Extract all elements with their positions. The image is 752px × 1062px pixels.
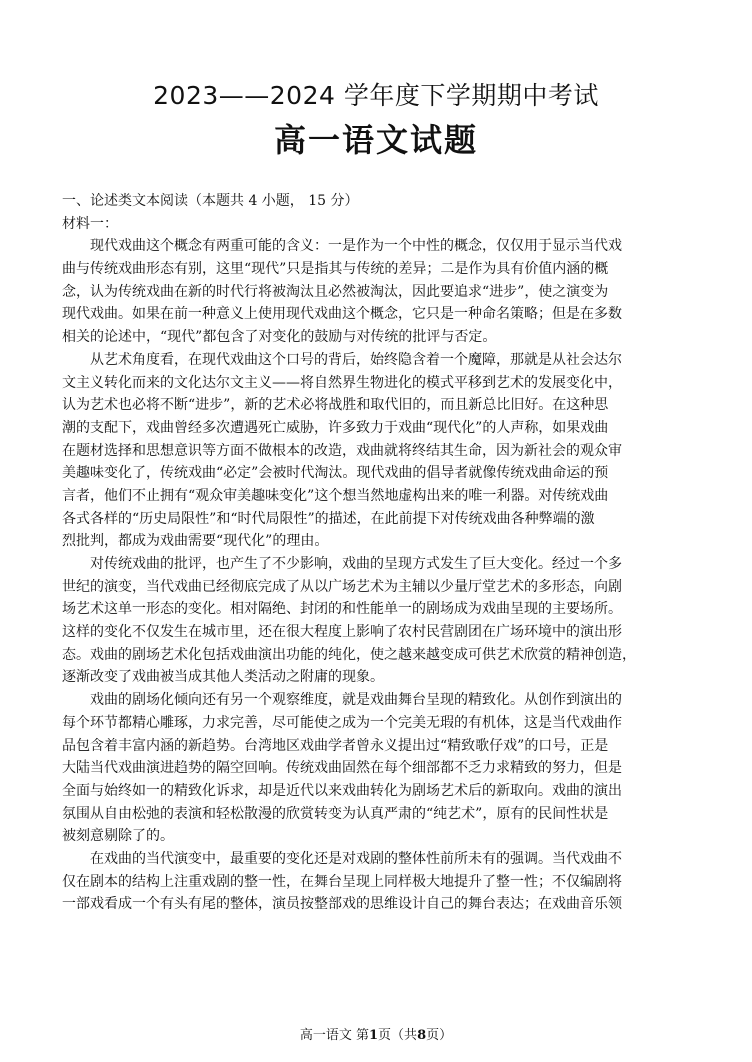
text-line: 对传统戏曲的批评，也产生了不少影响，戏曲的呈现方式发生了巨大变化。经过一个多 bbox=[90, 556, 622, 572]
text-line: 念，认为传统戏曲在新的时代行将被淘汰且必然被淘汰，因此要追求“进步”，使之演变为 bbox=[62, 283, 609, 300]
exam-title: 2023——2024 学年度下学期期中考试 bbox=[153, 81, 599, 110]
text-line: 被刻意剔除了的。 bbox=[62, 828, 174, 845]
text-line: 相关的论述中，“现代”都包含了对变化的鼓励与对传统的批评与否定。 bbox=[62, 329, 497, 346]
text-line: 全面与始终如一的精致化诉求，却是近代以来戏曲转化为剧场艺术后的新取向。戏曲的演出 bbox=[62, 782, 622, 799]
text-line: 从艺术角度看，在现代戏曲这个口号的背后，始终隐含着一个魔障，那就是从社会达尔 bbox=[90, 351, 622, 368]
text-line: 各式各样的“历史局限性”和“时代局限性”的描述，在此前提下对传统戏曲各种弊端的激 bbox=[62, 510, 595, 527]
text-line: 场艺术这单一形态的变化。相对隔绝、封闭的和性能单一的剧场成为戏曲呈现的主要场所。 bbox=[62, 601, 622, 618]
footer-total-pages: 8 bbox=[417, 1028, 427, 1043]
text-line: 在戏曲的当代演变中，最重要的变化还是对戏剧的整体性前所未有的强调。当代戏曲不 bbox=[90, 850, 622, 867]
text-line: 大陆当代戏曲演进趋势的隔空回响。传统戏曲固然在每个细部都不乏力求精致的努力，但是 bbox=[62, 760, 622, 777]
text-line: 美趣味变化了，传统戏曲“必定”会被时代淘汰。现代戏曲的倡导者就像传统戏曲命运的预 bbox=[62, 465, 609, 482]
text-line: 态。戏曲的剧场艺术化包括戏曲演出功能的纯化，使之越来越变成可供艺术欣赏的精神创造， bbox=[62, 646, 636, 663]
text-line: 仅在剧本的结构上注重戏剧的整一性，在舞台呈现上同样极大地提升了整一性；不仅编剧将 bbox=[62, 873, 622, 890]
paper-title: 高一语文试题 bbox=[273, 121, 478, 159]
text-line: 认为艺术也必将不断“进步”，新的艺术必将战胜和取代旧的，而且新总比旧好。在这种思 bbox=[62, 397, 609, 414]
text-line: 烈批判，都成为戏曲需要“现代化”的理由。 bbox=[62, 533, 329, 550]
reading-section bbox=[62, 190, 692, 916]
footer-suffix: 页） bbox=[426, 1028, 453, 1043]
footer-prefix: 高一语文 第 bbox=[299, 1028, 369, 1043]
text-line: 现代戏曲这个概念有两重可能的含义：一是作为一个中性的概念，仅仅用于显示当代戏 bbox=[90, 238, 622, 255]
material-label: 材料一： bbox=[62, 215, 118, 232]
text-line: 逐渐改变了戏曲被当成其他人类活动之附庸的现象。 bbox=[62, 669, 384, 686]
text-line: 言者，他们不止拥有“观众审美趣味变化”这个想当然地虚构出来的唯一利器。对传统戏曲 bbox=[62, 487, 609, 504]
text-line: 这样的变化不仅发生在城市里，还在很大程度上影响了农村民营剧团在广场环境中的演出形 bbox=[62, 624, 622, 641]
page-footer bbox=[0, 1027, 752, 1045]
text-line: 品包含着丰富内涵的新趋势。台湾地区戏曲学者曾永义提出过“精致歌仔戏”的口号，正是 bbox=[62, 737, 609, 754]
text-line: 戏曲的剧场化倾向还有另一个观察维度，就是戏曲舞台呈现的精致化。从创作到演出的 bbox=[90, 692, 622, 709]
text-line: 一部戏看成一个有头有尾的整体，演员按整部戏的思维设计自己的舞台表达；在戏曲音乐领 bbox=[62, 896, 622, 913]
text-line: 世纪的演变，当代戏曲已经彻底完成了从以广场艺术为主辅以少量厅堂艺术的多形态，向剧 bbox=[62, 578, 622, 595]
text-line: 潮的支配下，戏曲曾经多次遭遇死亡威胁，许多致力于戏曲“现代化”的人声称，如果戏曲 bbox=[62, 419, 609, 436]
text-line: 文主义转化而来的文化达尔文主义——将自然界生物进化的模式平移到艺术的发展变化中， bbox=[62, 374, 622, 391]
footer-page-number: 1 bbox=[369, 1028, 379, 1043]
section-heading: 一、论述类文本阅读（本题共 4 小题， 15 分） bbox=[62, 193, 359, 209]
text-line: 现代戏曲。如果在前一种意义上使用现代戏曲这个概念，它只是一种命名策略；但是在多数 bbox=[62, 306, 622, 323]
text-line: 每个环节都精心雕琢，力求完善，尽可能使之成为一个完美无瑕的有机体，这是当代戏曲作 bbox=[62, 714, 622, 731]
text-line: 曲与传统戏曲形态有别，这里“现代”只是指其与传统的差异；二是作为具有价值内涵的概 bbox=[62, 261, 609, 278]
text-line: 氛围从自由松弛的表演和轻松散漫的欣赏转变为认真严肃的“纯艺术”，原有的民间性状是 bbox=[62, 805, 609, 822]
footer-middle: 页（共 bbox=[378, 1028, 418, 1043]
text-line: 在题材选择和思想意识等方面不做根本的改造，戏曲就将终结其生命，因为新社会的观众审 bbox=[62, 442, 622, 459]
